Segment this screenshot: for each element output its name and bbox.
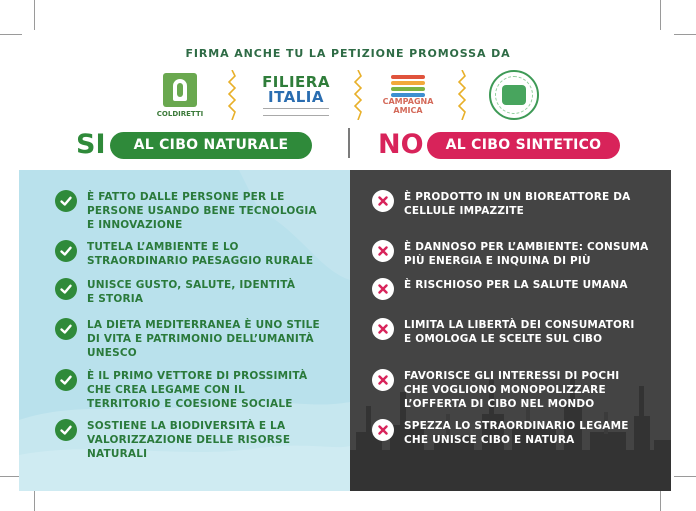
list-item bbox=[55, 240, 349, 268]
list-item bbox=[372, 419, 666, 447]
item-text: LA DIETA MEDITERRANEA È UNO STILE DI VITA E PATRIMONIO DELL’UMANITÀ UNESCO bbox=[87, 319, 320, 359]
world-farmers-markets-logo bbox=[486, 66, 542, 124]
petition-heading: FIRMA ANCHE TU LA PETIZIONE PROMOSSA DA bbox=[185, 47, 511, 60]
coldiretti-emblem bbox=[163, 73, 197, 107]
item-text: SOSTIENE LA BIODIVERSITÀ E LA VALORIZZAZIONE DELLE RISORSE NATURALI bbox=[87, 420, 291, 460]
item-text: SPEZZA LO STRAORDINARIO LEGAME CHE UNISCE CIBO E NATURA bbox=[404, 420, 629, 446]
list-item bbox=[55, 278, 349, 306]
filiera-tagline bbox=[263, 108, 329, 116]
crop-mark bbox=[674, 476, 696, 477]
campagna-amica-logo bbox=[380, 66, 436, 124]
crop-mark bbox=[34, 0, 35, 30]
item-text: È IL PRIMO VETTORE DI PROSSIMITÀ CHE CREA LEGAME CON IL TERRITORIO E COESIONE SOCIALE bbox=[87, 370, 308, 410]
synthetic-food-panel bbox=[350, 170, 671, 491]
crop-mark bbox=[674, 34, 696, 35]
cross-icon bbox=[372, 369, 394, 391]
cross-icon bbox=[372, 190, 394, 212]
check-icon bbox=[55, 278, 77, 300]
cross-icon bbox=[372, 419, 394, 441]
cross-icon bbox=[372, 240, 394, 262]
list-item bbox=[55, 190, 349, 232]
check-icon bbox=[55, 240, 77, 262]
natural-food-panel bbox=[19, 170, 350, 491]
no-pill-label: AL CIBO SINTETICO bbox=[427, 132, 620, 159]
zigzag-separator bbox=[228, 70, 236, 120]
item-text: UNISCE GUSTO, SALUTE, IDENTITÀ E STORIA bbox=[87, 279, 296, 305]
zigzag-separator bbox=[458, 70, 466, 120]
check-icon bbox=[55, 190, 77, 212]
item-text: È FATTO DALLE PERSONE PER LE PERSONE USANDO BENE TECNOLOGIA E INNOVAZIONE bbox=[87, 191, 317, 231]
item-text: È PRODOTTO IN UN BIOREATTORE DA CELLULE IMPAZZITE bbox=[404, 191, 631, 217]
cross-icon bbox=[372, 278, 394, 300]
filiera-wordmark-line1: FILIERA bbox=[262, 72, 330, 91]
check-icon bbox=[55, 419, 77, 441]
list-item bbox=[372, 190, 666, 218]
world-farmers-markets-emblem bbox=[489, 70, 539, 120]
item-text: FAVORISCE GLI INTERESSI DI POCHI CHE VOGLIONO MONOPOLIZZARE L’OFFERTA DI CIBO NEL MONDO bbox=[404, 370, 620, 410]
check-icon bbox=[55, 369, 77, 391]
zigzag-separator bbox=[354, 70, 362, 120]
filiera-italia-logo bbox=[258, 66, 334, 124]
no-heading: NO bbox=[378, 129, 424, 160]
item-text: È DANNOSO PER L’AMBIENTE: CONSUMA PIÙ ENERGIA E INQUINA DI PIÙ bbox=[404, 241, 649, 267]
list-item bbox=[55, 318, 349, 360]
item-text: È RISCHIOSO PER LA SALUTE UMANA bbox=[404, 279, 628, 291]
list-item bbox=[372, 369, 666, 411]
item-text: LIMITA LA LIBERTÀ DEI CONSUMATORI E OMOLOGA LE SCELTE SUL CIBO bbox=[404, 319, 635, 345]
list-item bbox=[372, 318, 666, 346]
list-item bbox=[372, 278, 666, 300]
check-icon bbox=[55, 318, 77, 340]
crop-mark bbox=[660, 0, 661, 30]
campagna-amica-wordmark: CAMPAGNA AMICA bbox=[382, 97, 434, 115]
crop-mark bbox=[0, 34, 22, 35]
cross-icon bbox=[372, 318, 394, 340]
heading-divider bbox=[348, 128, 350, 158]
coldiretti-logo bbox=[158, 66, 202, 124]
list-item bbox=[372, 240, 666, 268]
coldiretti-wordmark: COLDIRETTI bbox=[156, 109, 204, 118]
campagna-amica-emblem bbox=[391, 75, 425, 97]
item-text: TUTELA L’AMBIENTE E LO STRAORDINARIO PAESAGGIO RURALE bbox=[87, 241, 314, 267]
filiera-wordmark-line2: ITALIA bbox=[267, 87, 324, 106]
logo-row bbox=[150, 66, 550, 124]
si-heading: SI bbox=[76, 129, 106, 160]
si-pill-label: AL CIBO NATURALE bbox=[110, 132, 312, 159]
list-item bbox=[55, 419, 349, 461]
list-item bbox=[55, 369, 349, 411]
